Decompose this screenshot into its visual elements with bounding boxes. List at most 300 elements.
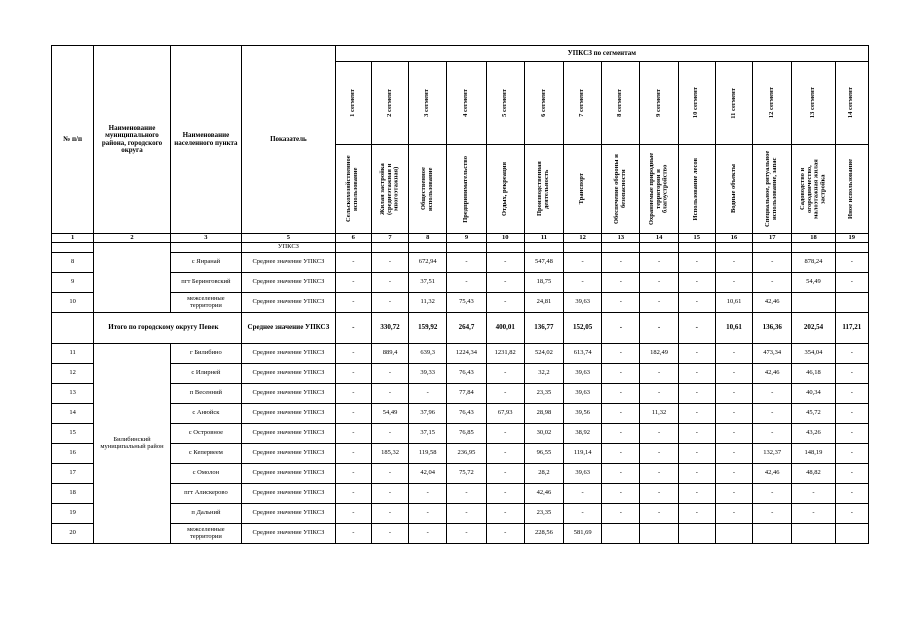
segment-number-label: 13 сегмент	[809, 87, 817, 119]
header-district: Наименование муниципального района, городского округа	[94, 46, 170, 234]
segment-number-header	[335, 62, 371, 145]
cell-value: -	[715, 464, 752, 484]
cell-indicator: Среднее значение УПКСЗ	[242, 384, 336, 404]
cell-indicator: Среднее значение УПКСЗ	[242, 364, 336, 384]
cell-value: -	[715, 404, 752, 424]
cell-value: -	[678, 404, 715, 424]
segment-name-header	[835, 145, 868, 234]
cell-value: 28,98	[524, 404, 563, 424]
cell-settlement: с Омолон	[170, 464, 241, 484]
cell-value: -	[335, 464, 371, 484]
cell-indicator: Среднее значение УПКСЗ	[242, 293, 336, 313]
segment-number-label: 2 сегмент	[385, 89, 393, 117]
cell-num	[52, 313, 94, 344]
cell-num: 17	[52, 464, 94, 484]
segment-number-header	[447, 62, 486, 145]
cell-value: -	[715, 484, 752, 504]
segment-name-label: Производственная деятельность	[536, 161, 550, 217]
segment-number-header	[602, 62, 640, 145]
cell-value: -	[486, 293, 524, 313]
cell-value: -	[835, 464, 868, 484]
cell-value: -	[371, 484, 408, 504]
cell-value: 581,69	[564, 524, 602, 544]
cell-value: 11,32	[409, 293, 447, 313]
segment-number-label: 8 сегмент	[616, 89, 624, 117]
cell-value: -	[753, 273, 792, 293]
cell-value: -	[564, 253, 602, 273]
cell-value: -	[335, 404, 371, 424]
column-number: 8	[409, 234, 447, 243]
cell-value: -	[447, 504, 486, 524]
total-value: -	[602, 313, 640, 344]
cell-value: -	[371, 364, 408, 384]
cell-value: -	[715, 344, 752, 364]
segment-number-header	[792, 62, 835, 145]
cell-value: -	[715, 424, 752, 444]
segment-name-header	[409, 145, 447, 234]
segment-name-header	[524, 145, 563, 234]
segment-number-header	[715, 62, 752, 145]
cell-value: 48,82	[792, 464, 835, 484]
cell-num: 10	[52, 293, 94, 313]
cell-value	[564, 243, 602, 253]
cell-value	[678, 524, 715, 544]
table-row	[52, 404, 869, 424]
segment-name-header	[486, 145, 524, 234]
cell-value: -	[678, 484, 715, 504]
cell-value: -	[486, 504, 524, 524]
cell-value: -	[335, 364, 371, 384]
cell-value: -	[678, 293, 715, 313]
cell-indicator: Среднее значение УПКСЗ	[242, 273, 336, 293]
cell-value: 39,33	[409, 364, 447, 384]
cell-value: -	[835, 504, 868, 524]
cell-value: -	[678, 253, 715, 273]
cell-value: -	[835, 384, 868, 404]
cell-value: 889,4	[371, 344, 408, 364]
cell-value: -	[715, 273, 752, 293]
total-indicator: Среднее значение УПКСЗ	[242, 313, 336, 344]
cell-value: -	[602, 404, 640, 424]
cell-value: -	[335, 524, 371, 544]
segment-name-header	[715, 145, 752, 234]
cell-value: -	[486, 364, 524, 384]
cell-num: 9	[52, 273, 94, 293]
cell-value: 524,02	[524, 344, 563, 364]
column-number: 13	[602, 234, 640, 243]
segment-name-header	[753, 145, 792, 234]
segment-number-label: 9 сегмент	[654, 89, 662, 117]
cell-value	[715, 243, 752, 253]
cell-settlement: пгт Беринговский	[170, 273, 241, 293]
cell-value: -	[335, 384, 371, 404]
cell-value: 32,2	[524, 364, 563, 384]
cell-value: -	[447, 253, 486, 273]
cell-value: 39,56	[564, 404, 602, 424]
cell-value: -	[678, 504, 715, 524]
cell-value: 236,95	[447, 444, 486, 464]
segment-number-label: 12 сегмент	[767, 87, 775, 119]
cell-indicator: Среднее значение УПКСЗ	[242, 253, 336, 273]
table-row	[52, 444, 869, 464]
cell-value: -	[335, 273, 371, 293]
cell-value: 40,34	[792, 384, 835, 404]
segment-name-label: Обеспечение обороны и безопасности	[613, 154, 627, 224]
cell-value: 75,72	[447, 464, 486, 484]
cell-value: -	[564, 484, 602, 504]
segment-number-header	[835, 62, 868, 145]
cell-value: 42,04	[409, 464, 447, 484]
cell-value: -	[835, 344, 868, 364]
cell-value: 39,63	[564, 464, 602, 484]
cell-value: -	[835, 424, 868, 444]
cell-value: -	[335, 504, 371, 524]
segment-name-label: Сельскохозяйственное использование	[345, 155, 360, 223]
cell-value: 148,19	[792, 444, 835, 464]
segment-number-label: 7 сегмент	[578, 89, 586, 117]
cell-value	[678, 243, 715, 253]
cell-value	[602, 243, 640, 253]
total-row	[52, 313, 869, 344]
cell-value: -	[371, 293, 408, 313]
cell-value: -	[753, 253, 792, 273]
cell-indicator: Среднее значение УПКСЗ	[242, 484, 336, 504]
cell-value: -	[640, 364, 678, 384]
cell-value: -	[678, 344, 715, 364]
total-value: 159,92	[409, 313, 447, 344]
table-row	[52, 243, 869, 253]
cell-value: -	[792, 504, 835, 524]
cell-settlement: п Весенний	[170, 384, 241, 404]
table-row	[52, 524, 869, 544]
column-number: 16	[715, 234, 752, 243]
cell-value: 132,37	[753, 444, 792, 464]
cell-value	[792, 243, 835, 253]
total-value: 400,01	[486, 313, 524, 344]
cell-value: 42,46	[753, 293, 792, 313]
cell-value: 182,49	[640, 344, 678, 364]
cell-value: 354,04	[792, 344, 835, 364]
table-row	[52, 253, 869, 273]
cell-value: 42,46	[753, 364, 792, 384]
column-number: 10	[486, 234, 524, 243]
cell-value: 11,32	[640, 404, 678, 424]
cell-value: 185,32	[371, 444, 408, 464]
cell-value	[335, 243, 371, 253]
table-row	[52, 273, 869, 293]
cadastral-value-table	[51, 45, 869, 544]
cell-value: -	[409, 484, 447, 504]
cell-value: -	[371, 253, 408, 273]
cell-num: 20	[52, 524, 94, 544]
cell-value: -	[602, 364, 640, 384]
cell-settlement: с Илирней	[170, 364, 241, 384]
table-row	[52, 424, 869, 444]
cell-value: 228,56	[524, 524, 563, 544]
cell-value	[835, 524, 868, 544]
cell-value: 45,72	[792, 404, 835, 424]
cell-value: -	[678, 364, 715, 384]
segment-name-header	[447, 145, 486, 234]
segment-name-header	[602, 145, 640, 234]
cell-value	[792, 524, 835, 544]
cell-value: -	[335, 444, 371, 464]
cell-value	[409, 243, 447, 253]
cell-indicator: Среднее значение УПКСЗ	[242, 464, 336, 484]
cell-value: 28,2	[524, 464, 563, 484]
segment-name-header	[371, 145, 408, 234]
cell-value: 613,74	[564, 344, 602, 364]
total-value: 264,7	[447, 313, 486, 344]
cell-value: -	[753, 404, 792, 424]
cell-value: 54,49	[371, 404, 408, 424]
total-value: -	[335, 313, 371, 344]
cell-value: 18,75	[524, 273, 563, 293]
cell-value: -	[602, 504, 640, 524]
segment-number-header	[640, 62, 678, 145]
cell-value: -	[335, 424, 371, 444]
segment-name-header	[564, 145, 602, 234]
cell-value: -	[602, 344, 640, 364]
cell-value: 76,43	[447, 364, 486, 384]
cell-value: -	[715, 504, 752, 524]
segment-name-label: Специальное, ритуальное использование, запас	[764, 150, 779, 228]
segment-name-header	[640, 145, 678, 234]
cell-value: -	[602, 293, 640, 313]
cell-value: -	[753, 484, 792, 504]
cell-value	[753, 243, 792, 253]
cell-value	[715, 524, 752, 544]
cell-indicator: Среднее значение УПКСЗ	[242, 344, 336, 364]
cell-settlement: пгт Алискерово	[170, 484, 241, 504]
cell-value: 43,26	[792, 424, 835, 444]
cell-value: -	[640, 273, 678, 293]
cell-value: -	[564, 504, 602, 524]
cell-value: -	[678, 464, 715, 484]
cell-value: -	[486, 384, 524, 404]
cell-value: 672,94	[409, 253, 447, 273]
cell-num: 15	[52, 424, 94, 444]
cell-num: 19	[52, 504, 94, 524]
cell-value: -	[486, 253, 524, 273]
cell-district	[94, 243, 170, 313]
table-row	[52, 364, 869, 384]
cell-value: 46,18	[792, 364, 835, 384]
cell-value: -	[792, 484, 835, 504]
segment-name-label: Использование лесов	[692, 157, 700, 221]
cell-value	[447, 243, 486, 253]
segment-number-header	[564, 62, 602, 145]
segment-name-header	[335, 145, 371, 234]
segment-number-header	[486, 62, 524, 145]
cell-value	[371, 243, 408, 253]
cell-value	[835, 293, 868, 313]
cell-indicator: Среднее значение УПКСЗ	[242, 404, 336, 424]
segment-name-label: Водные объекты	[729, 164, 737, 214]
total-value: 136,77	[524, 313, 563, 344]
cell-value: -	[678, 424, 715, 444]
cell-value: 96,55	[524, 444, 563, 464]
cell-value: 1231,82	[486, 344, 524, 364]
header-settlement: Наименование населенного пункта	[170, 46, 241, 234]
segment-name-header	[792, 145, 835, 234]
cell-value: 39,63	[564, 293, 602, 313]
cell-value: 10,61	[715, 293, 752, 313]
segment-name-label: Иное использование	[847, 159, 855, 219]
cell-value: -	[715, 253, 752, 273]
cell-settlement: с Островное	[170, 424, 241, 444]
header-segments-group: УПКСЗ по сегментам	[335, 46, 868, 62]
cell-value: -	[602, 384, 640, 404]
cell-value: 37,51	[409, 273, 447, 293]
cell-settlement: с Кепервеем	[170, 444, 241, 464]
column-number: 19	[835, 234, 868, 243]
cell-num	[52, 243, 94, 253]
cell-value: -	[602, 273, 640, 293]
segment-number-header	[524, 62, 563, 145]
total-value: -	[678, 313, 715, 344]
segment-number-label: 11 сегмент	[729, 87, 737, 119]
cell-settlement	[170, 243, 241, 253]
cell-value: -	[335, 293, 371, 313]
cell-indicator: Среднее значение УПКСЗ	[242, 504, 336, 524]
cell-value: -	[753, 504, 792, 524]
cell-value: -	[486, 484, 524, 504]
cell-value: -	[678, 444, 715, 464]
total-value: 136,36	[753, 313, 792, 344]
district-name: Билибинский муниципальный район	[94, 344, 170, 544]
cell-value: -	[447, 524, 486, 544]
cell-value: 54,49	[792, 273, 835, 293]
cell-value: 39,63	[564, 384, 602, 404]
header-num: № п/п	[52, 46, 94, 234]
cell-value	[640, 243, 678, 253]
cell-value: -	[564, 273, 602, 293]
column-number: 3	[170, 234, 241, 243]
cell-value: 547,48	[524, 253, 563, 273]
segment-number-label: 5 сегмент	[500, 89, 508, 117]
table-row	[52, 384, 869, 404]
total-value: 117,21	[835, 313, 868, 344]
cell-value: -	[409, 504, 447, 524]
cell-value: -	[486, 464, 524, 484]
cell-value: 76,43	[447, 404, 486, 424]
cell-value: -	[715, 364, 752, 384]
cell-num: 13	[52, 384, 94, 404]
segment-number-label: 10 сегмент	[692, 87, 700, 119]
cell-num: 8	[52, 253, 94, 273]
cell-num: 16	[52, 444, 94, 464]
cell-value: 639,3	[409, 344, 447, 364]
segment-number-label: 3 сегмент	[423, 89, 431, 117]
cell-value: -	[753, 424, 792, 444]
cell-value: -	[486, 273, 524, 293]
segment-name-label: Транспорт	[578, 173, 586, 205]
cell-value: -	[835, 273, 868, 293]
cell-value	[602, 524, 640, 544]
cell-value: 878,24	[792, 253, 835, 273]
segment-name-label: Охраняемые природные территории и благоустройство	[647, 152, 669, 226]
total-value: 202,54	[792, 313, 835, 344]
cell-num: 12	[52, 364, 94, 384]
cell-value: -	[640, 424, 678, 444]
cell-value: 23,35	[524, 384, 563, 404]
segment-name-header	[678, 145, 715, 234]
cell-value	[792, 293, 835, 313]
cell-value: 67,93	[486, 404, 524, 424]
cell-value: -	[335, 344, 371, 364]
cell-settlement: межселенные территории	[170, 524, 241, 544]
cell-value: -	[715, 444, 752, 464]
segment-number-label: 1 сегмент	[348, 89, 356, 117]
cell-value: -	[715, 384, 752, 404]
column-number: 14	[640, 234, 678, 243]
cell-value: 24,81	[524, 293, 563, 313]
cell-value: -	[640, 444, 678, 464]
segment-name-label: Предпринимательство	[462, 155, 470, 223]
table-row	[52, 484, 869, 504]
header-indicator: Показатель	[242, 46, 336, 234]
cell-value: -	[371, 464, 408, 484]
cell-value: -	[835, 364, 868, 384]
segment-name-label: Жилая застройка (среднеэтажная и многоэтажная)	[378, 163, 400, 215]
column-number: 1	[52, 234, 94, 243]
cell-value: -	[486, 524, 524, 544]
cell-value: -	[602, 444, 640, 464]
cell-value: -	[678, 384, 715, 404]
cell-value: 119,14	[564, 444, 602, 464]
column-number: 12	[564, 234, 602, 243]
cell-indicator: Среднее значение УПКСЗ	[242, 444, 336, 464]
cell-value	[486, 243, 524, 253]
cell-value	[640, 524, 678, 544]
cell-value: -	[602, 464, 640, 484]
column-number: 11	[524, 234, 563, 243]
cell-value: -	[335, 253, 371, 273]
cell-value: -	[835, 404, 868, 424]
column-number: 6	[335, 234, 371, 243]
cell-settlement: межселенные территории	[170, 293, 241, 313]
cell-value: -	[371, 424, 408, 444]
total-value: 330,72	[371, 313, 408, 344]
total-value: 10,61	[715, 313, 752, 344]
cell-value: -	[335, 484, 371, 504]
cell-value: 42,46	[524, 484, 563, 504]
cell-value: 39,63	[564, 364, 602, 384]
cell-value: 37,96	[409, 404, 447, 424]
cell-value: 77,84	[447, 384, 486, 404]
cell-num: 18	[52, 484, 94, 504]
segment-number-label: 14 сегмент	[847, 87, 855, 119]
cell-value: 23,35	[524, 504, 563, 524]
cell-value: 1224,34	[447, 344, 486, 364]
cell-value: -	[640, 293, 678, 313]
column-number: 7	[371, 234, 408, 243]
table-row	[52, 464, 869, 484]
cell-num: 11	[52, 344, 94, 364]
table-row	[52, 504, 869, 524]
cell-num: 14	[52, 404, 94, 424]
cell-value: -	[486, 424, 524, 444]
cell-value: -	[602, 424, 640, 444]
cell-value: -	[678, 273, 715, 293]
cell-value: -	[409, 524, 447, 544]
cell-value: 473,34	[753, 344, 792, 364]
cell-settlement: г Билибино	[170, 344, 241, 364]
cell-value	[753, 524, 792, 544]
segment-number-header	[371, 62, 408, 145]
cell-value: -	[371, 273, 408, 293]
